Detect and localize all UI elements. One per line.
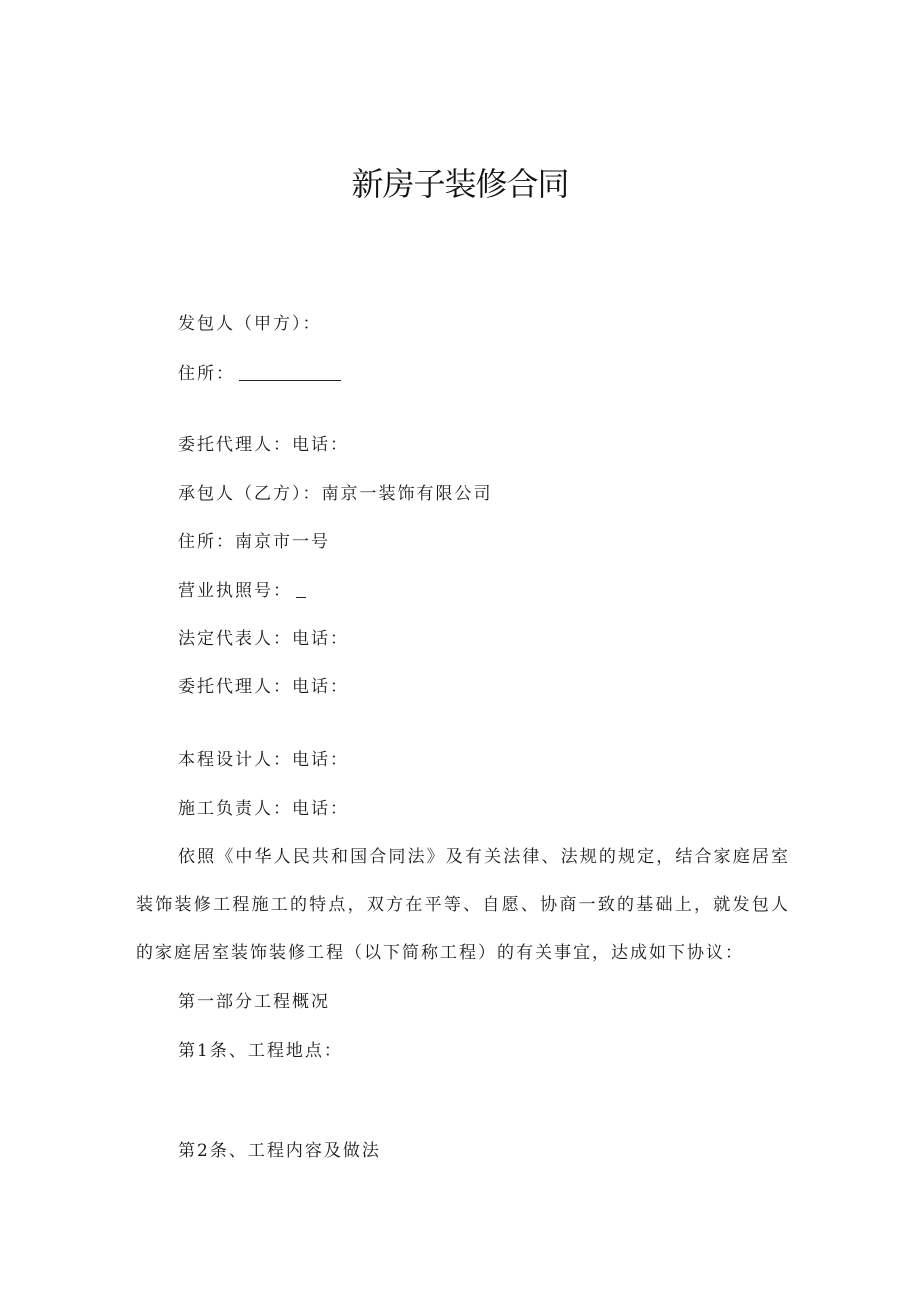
employer-address-line (178, 362, 341, 386)
document-title: 新房子装修合同 (351, 165, 569, 203)
construction-lead-line: 施工负责人：电话： (178, 799, 349, 819)
contractor-address-line: 住所：南京市一号 (178, 532, 330, 552)
article-1: 第1条、工程地点： (178, 1041, 343, 1061)
employer-line: 发包人（甲方）： (178, 314, 322, 334)
article-2: 第2条、工程内容及做法 (178, 1141, 381, 1161)
part-one-heading: 第一部分工程概况 (178, 992, 330, 1012)
contractor-line: 承包人（乙方）：南京一装饰有限公司 (178, 484, 493, 504)
business-license-label: 营业执照号： (178, 581, 292, 601)
legal-rep-line: 法定代表人：电话： (178, 629, 349, 649)
employer-address-label: 住所： (178, 364, 235, 384)
business-license-line (178, 579, 306, 603)
contractor-agent-line: 委托代理人：电话： (178, 677, 349, 697)
intro-paragraph: 依照《中华人民共和国合同法》及有关法律、法规的规定，结合家庭居室装饰装修工程施工的特点，双方在平等、自愿、协商一致的基础上，就发包人的家庭居室装饰装修工程（以下简称工程）的有关事宜，达成如下协议： (136, 847, 790, 963)
employer-agent-line: 委托代理人：电话： (178, 435, 349, 455)
employer-address-blank (239, 362, 341, 381)
designer-line: 本程设计人：电话： (178, 750, 349, 770)
business-license-blank (296, 579, 306, 598)
